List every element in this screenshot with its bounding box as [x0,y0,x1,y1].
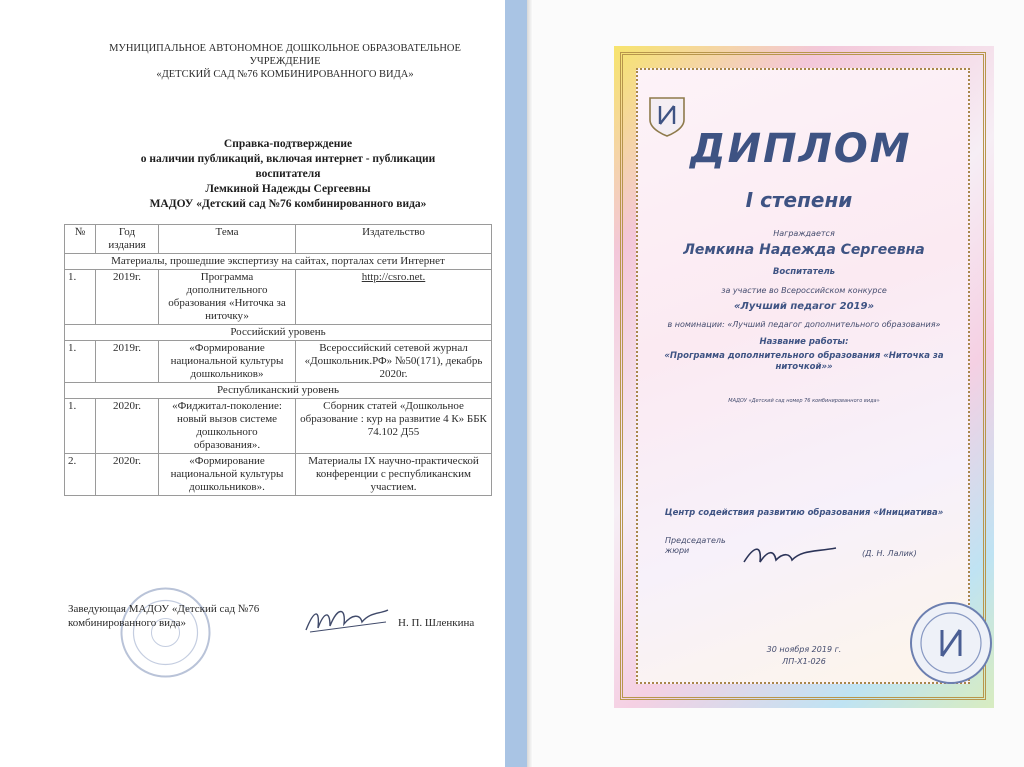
organization-header [60,42,510,81]
table-header-row [65,225,492,254]
table-row [65,454,492,496]
work-label: Название работы: [759,337,849,347]
title-line: Справка-подтверждение [223,138,353,150]
cell-num: 1. [65,270,96,325]
work-name-line: «Программа дополнительного образования «Ниточка за [664,351,944,361]
table-row [65,270,492,325]
org-line: УЧРЕЖДЕНИЕ [249,56,321,67]
contest-text: за участие во Всероссийском конкурсе [721,286,887,295]
work-name-line: ниточкой»» [775,362,833,372]
title-line: МАДОУ «Детский сад №76 комбинированного вида» [149,198,427,210]
cell-theme: «Формирование национальной культуры дошкольников». [159,454,296,496]
header-theme: Тема [159,225,296,254]
cell-publisher: Всероссийский сетевой журнал «Дошкольник.РФ» №50(171), декабрь 2020г. [296,341,492,383]
awarded-label: Награждается [773,229,835,238]
title-line: Лемкиной Надежды Сергеевны [205,183,371,195]
position-line: комбинированного вида» [68,617,187,629]
org-line: МУНИЦИПАЛЬНОЕ АВТОНОМНОЕ ДОШКОЛЬНОЕ ОБРАЗОВАТЕЛЬНОЕ [109,43,461,54]
title-line: воспитателя [255,168,321,180]
chair-line: жюри [665,546,690,555]
cell-theme: «Формирование национальной культуры дошкольников» [159,341,296,383]
cell-publisher: Сборник статей «Дошкольное образование : кур на развитие 4 К» ББК 74.102 Д55 [296,399,492,454]
header-num: № [65,225,96,254]
cell-year: 2019г. [96,341,159,383]
section-title: Республиканский уровень [65,383,492,399]
cell-year: 2020г. [96,399,159,454]
jury-signature [740,540,840,570]
header-publisher: Издательство [296,225,492,254]
head-signature [300,600,395,640]
cell-num: 2. [65,454,96,496]
section-title: Российский уровень [65,325,492,341]
diploma-degree: I степени [745,188,853,212]
cell-theme: Программа дополнительного образования «Ниточка за ниточку» [159,270,296,325]
cell-year: 2019г. [96,270,159,325]
recipient-name: Лемкина Надежда Сергеевна [683,242,925,258]
document-title [68,137,508,212]
round-stamp [118,585,213,680]
nomination-text: в номинации: «Лучший педагог дополнительного образования» [667,320,941,329]
diploma-number: ЛП-Х1-026 [782,657,826,666]
issuer-text: Центр содействия развитию образования «Инициатива» [664,508,944,518]
title-line: о наличии публикаций, включая интернет - публикации [140,153,436,165]
page-divider [505,0,527,767]
chair-label [665,536,725,556]
cell-num: 1. [65,399,96,454]
diploma-date: 30 ноября 2019 г. [766,645,842,654]
section-row [65,254,492,270]
signer-position [68,602,288,630]
chair-name: (Д. Н. Лалик) [862,549,917,558]
table-row [65,399,492,454]
section-row [65,325,492,341]
position-line: Заведующая МАДОУ «Детский сад №76 [68,603,260,615]
cell-theme: «Фиджитал-поколение: новый вызов системе дошкольного образования». [159,399,296,454]
cell-num: 1. [65,341,96,383]
diploma-emblem-icon [646,92,688,138]
cell-publisher: Материалы IX научно-практической конференции с республиканским участием. [296,454,492,496]
cell-year: 2020г. [96,454,159,496]
publications-table [64,224,492,496]
org-line: «ДЕТСКИЙ САД №76 КОМБИНИРОВАННОГО ВИДА» [156,69,414,80]
cell-publisher [296,270,492,325]
recipient-role: Воспитатель [772,267,836,277]
header-year: Год издания [96,225,159,254]
publisher-link[interactable]: http://csro.net. [361,271,426,283]
section-row [65,383,492,399]
contest-name: «Лучший педагог 2019» [734,301,874,312]
signer-name: Н. П. Шленкина [398,617,475,629]
diploma-seal [908,600,994,686]
institution-text: МАДОУ «Детский сад номер 76 комбинированного вида» [728,398,880,404]
diploma-title: ДИПЛОМ [690,126,912,172]
section-title: Материалы, прошедшие экспертизу на сайтах, порталах сети Интернет [65,254,492,270]
chair-line: Председатель [665,536,726,545]
table-row [65,341,492,383]
